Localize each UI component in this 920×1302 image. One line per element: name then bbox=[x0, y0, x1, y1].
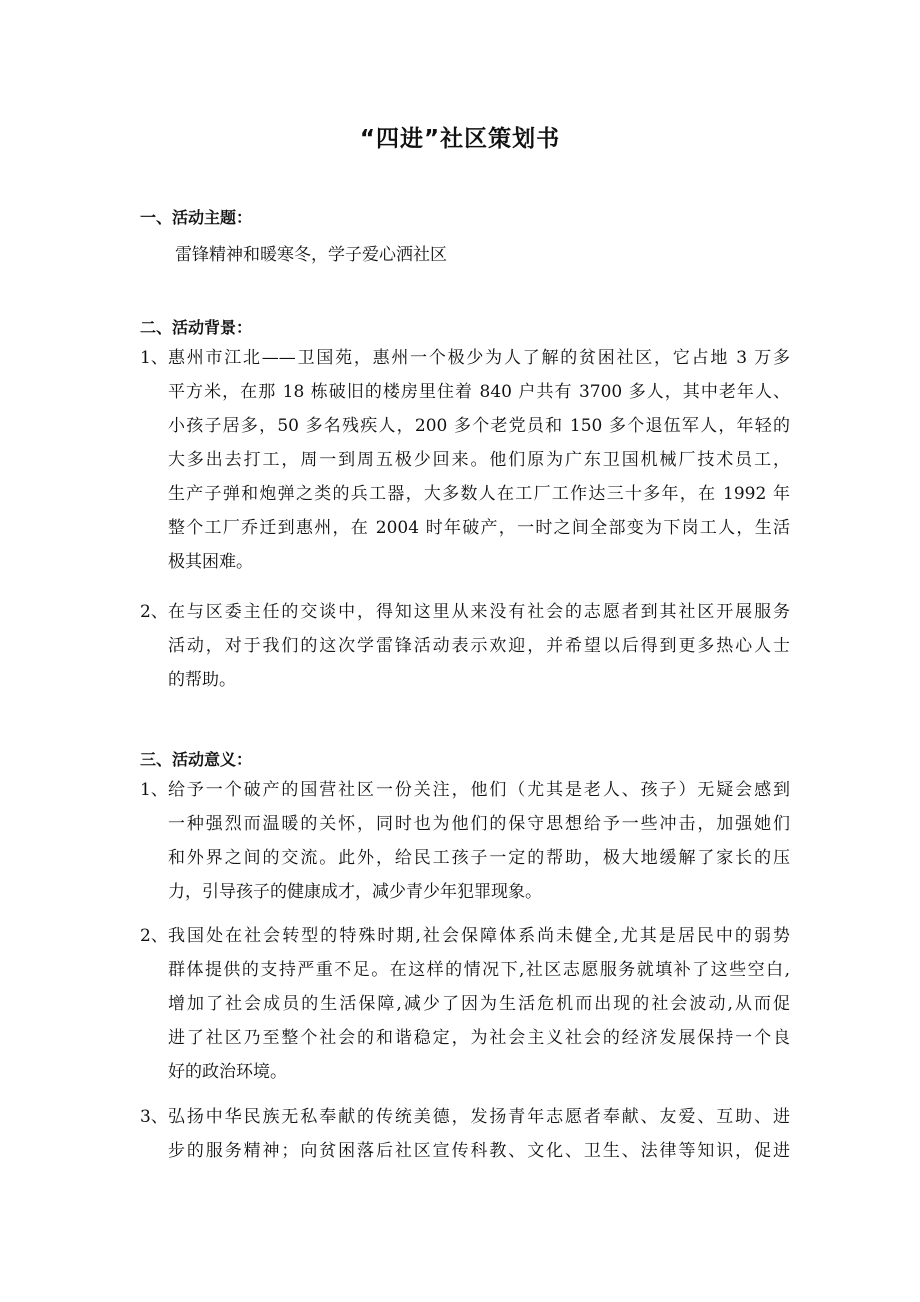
background-item-2 bbox=[140, 595, 790, 697]
paragraph-line: 小孩子居多，50 多名残疾人，200 多个老党员和 150 多个退伍军人，年轻的 bbox=[168, 416, 790, 436]
item-number: 1、 bbox=[140, 780, 168, 800]
paragraph-line: 惠州市江北——卫国苑，惠州一个极少为人了解的贫困社区，它占地 3 万多 bbox=[168, 348, 790, 368]
paragraph-line: 增加了社会成员的生活保障,减少了因为生活危机而出现的社会波动,从而促 bbox=[168, 994, 790, 1014]
paragraph-line: 在与区委主任的交谈中，得知这里从来没有社会的志愿者到其社区开展服务 bbox=[168, 602, 790, 622]
document-title: “四进”社区策划书 bbox=[359, 126, 561, 152]
paragraph-line: 大多出去打工，周一到周五极少回来。他们原为广东卫国机械厂技术员工， bbox=[168, 450, 790, 470]
paragraph-line: 步的服务精神；向贫困落后社区宣传科教、文化、卫生、法律等知识，促进 bbox=[168, 1141, 790, 1161]
significance-item-1 bbox=[140, 773, 790, 909]
paragraph-line: 的帮助。 bbox=[168, 670, 236, 690]
paragraph-line: 平方米，在那 18 栋破旧的楼房里住着 840 户共有 3700 多人，其中老年人、 bbox=[168, 382, 790, 402]
paragraph-line: 群体提供的支持严重不足。在这样的情况下,社区志愿服务就填补了这些空白, bbox=[168, 960, 790, 980]
paragraph-line: 我国处在社会转型的特殊时期,社会保障体系尚未健全,尤其是居民中的弱势 bbox=[168, 926, 790, 946]
paragraph-line: 整个工厂乔迁到惠州，在 2004 时年破产，一时之间全部变为下岗工人，生活 bbox=[168, 518, 790, 538]
item-number: 3、 bbox=[140, 1107, 168, 1127]
item-number: 2、 bbox=[140, 602, 168, 622]
background-item-1 bbox=[140, 341, 790, 579]
paragraph-line: 进了社区乃至整个社会的和谐稳定，为社会主义社会的经济发展保持一个良 bbox=[168, 1028, 790, 1048]
theme-text: 雷锋精神和暖寒冬，学子爱心洒社区 bbox=[175, 245, 447, 265]
paragraph-line: 力，引导孩子的健康成才，减少青少年犯罪现象。 bbox=[168, 882, 542, 902]
paragraph-line: 弘扬中华民族无私奉献的传统美德，发扬青年志愿者奉献、友爱、互助、进 bbox=[168, 1107, 790, 1127]
section-heading-background: 二、活动背景： bbox=[140, 318, 253, 337]
paragraph-line: 活动，对于我们的这次学雷锋活动表示欢迎，并希望以后得到更多热心人士 bbox=[168, 636, 790, 656]
significance-item-2 bbox=[140, 919, 790, 1089]
paragraph-line: 一种强烈而温暖的关怀，同时也为他们的保守思想给予一些冲击，加强她们 bbox=[168, 814, 790, 834]
paragraph-line: 和外界之间的交流。此外，给民工孩子一定的帮助，极大地缓解了家长的压 bbox=[168, 848, 790, 868]
paragraph-line: 好的政治环境。 bbox=[168, 1062, 287, 1082]
paragraph-line: 极其困难。 bbox=[168, 552, 253, 572]
item-number: 1、 bbox=[140, 348, 168, 368]
paragraph-line: 给予一个破产的国营社区一份关注，他们（尤其是老人、孩子）无疑会感到 bbox=[168, 780, 790, 800]
significance-item-3 bbox=[140, 1100, 790, 1168]
section-heading-significance: 三、活动意义： bbox=[140, 750, 253, 769]
section-heading-theme: 一、活动主题： bbox=[140, 208, 253, 227]
paragraph-line: 生产子弹和炮弹之类的兵工器，大多数人在工厂工作达三十多年，在 1992 年 bbox=[168, 484, 790, 504]
item-number: 2、 bbox=[140, 926, 168, 946]
